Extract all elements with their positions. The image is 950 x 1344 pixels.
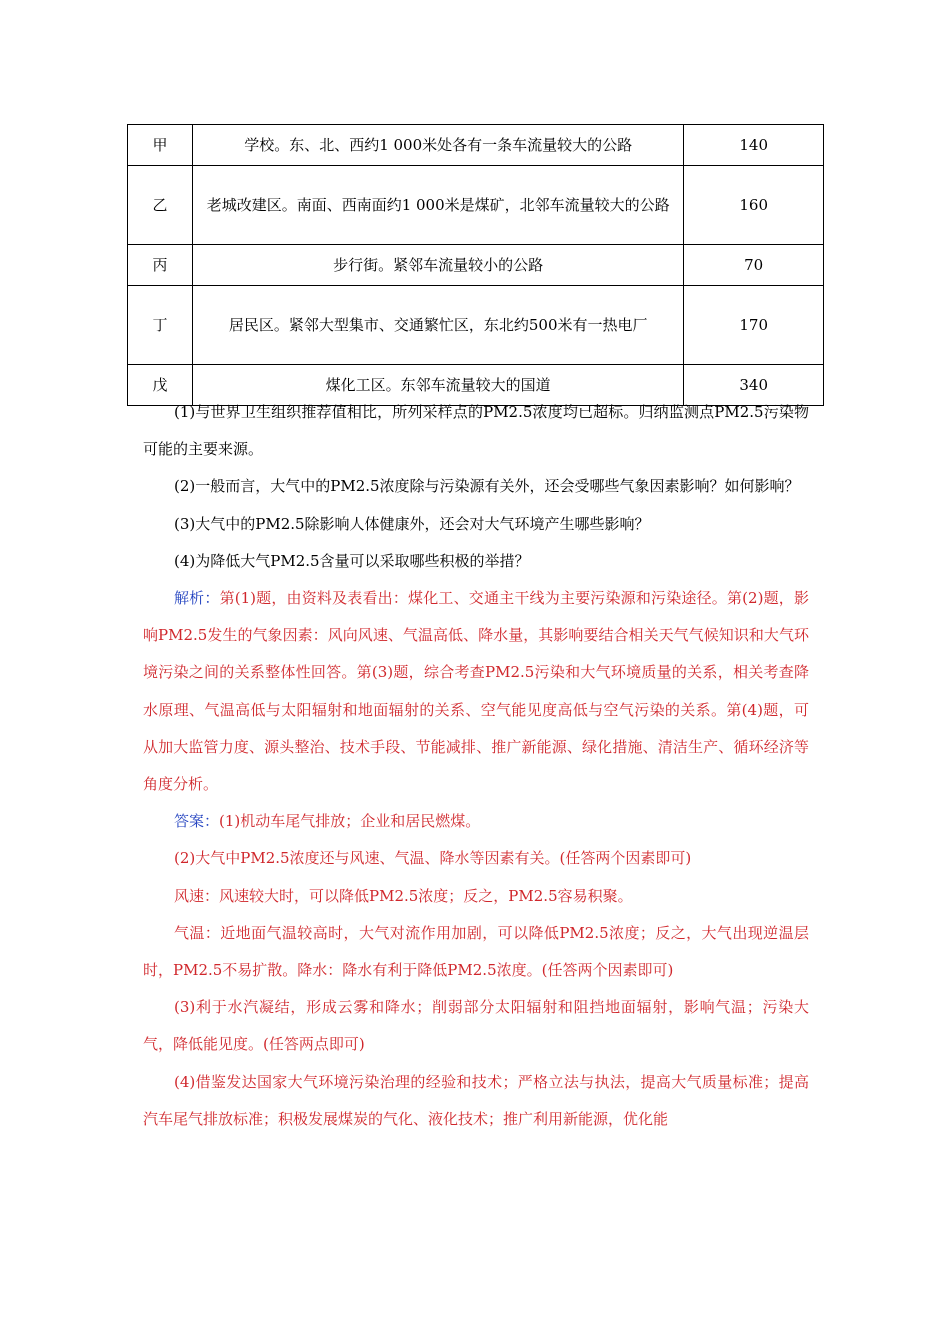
- question-4: (4)为降低大气PM2.5含量可以采取哪些积极的举措？: [174, 551, 530, 570]
- site-cell: 戊: [128, 365, 193, 406]
- table-row: [128, 125, 824, 166]
- question-2: (2)一般而言，大气中的PM2.5浓度除与污染源有关外，还会受哪些气象因素影响？如何影响？: [174, 477, 800, 496]
- answer-3: (3)利于水汽凝结，形成云雾和降水；削弱部分太阳辐射和阻挡地面辐射，影响气温；污染大气，降低能见度。(任答两点即可): [143, 998, 809, 1054]
- answer-label: 答案：: [174, 812, 220, 831]
- site-cell: 甲: [128, 125, 193, 166]
- description-cell: 学校。东、北、西约1 000米处各有一条车流量较大的公路: [193, 125, 684, 166]
- table-row: [128, 245, 824, 286]
- value-cell: 170: [684, 286, 824, 365]
- value-cell: 140: [684, 125, 824, 166]
- description-cell: 居民区。紧邻大型集市、交通繁忙区，东北约500米有一热电厂: [193, 286, 684, 365]
- answer-4: (4)借鉴发达国家大气环境污染治理的经验和技术；严格立法与执法，提高大气质量标准；提高汽车尾气排放标准；积极发展煤炭的气化、液化技术；推广利用新能源，优化能: [143, 1072, 809, 1128]
- question-3: (3)大气中的PM2.5除影响人体健康外，还会对大气环境产生哪些影响？: [174, 514, 650, 533]
- value-cell: 340: [684, 365, 824, 406]
- value-cell: 70: [684, 245, 824, 286]
- analysis-paragraph: [143, 580, 809, 803]
- description-cell: 步行街。紧邻车流量较小的公路: [193, 245, 684, 286]
- sampling-site-table: [127, 124, 824, 406]
- answer-1: [143, 803, 809, 840]
- analysis-text: 第(1)题，由资料及表看出：煤化工、交通主干线为主要污染源和污染途径。第(2)题，影响PM2.5发生的气象因素：风向风速、气温高低、降水量，其影响要结合相关天气气候知识和大气环境污染之间的关系整体性回答。第(3)题，综合考查PM2.5污染和大气环境质量的关系，相关考查降水原理、气温高低与太阳辐射和地面辐射的关系、空气能见度高低与空气污染的关系。第(4)题，可从加大监管力度、源头整治、技术手段、节能减排、推广新能源、绿化措施、清洁生产、循环经济等角度分析。: [143, 589, 809, 794]
- answer-2-temperature: 气温：近地面气温较高时，大气对流作用加剧，可以降低PM2.5浓度；反之，大气出现逆温层时，PM2.5不易扩散。降水：降水有利于降低PM2.5浓度。(任答两个因素即可): [143, 923, 809, 980]
- site-cell: 丁: [128, 286, 193, 365]
- question-body: [143, 394, 809, 1138]
- site-cell: 丙: [128, 245, 193, 286]
- table-row: [128, 166, 824, 245]
- description-cell: 老城改建区。南面、西南面约1 000米是煤矿，北邻车流量较大的公路: [193, 166, 684, 245]
- value-cell: 160: [684, 166, 824, 245]
- question-1: (1)与世界卫生组织推荐值相比，所列采样点的PM2.5浓度均已超标。归纳监测点PM2.5污染物可能的主要来源。: [143, 403, 809, 459]
- answer-2-wind: 风速：风速较大时，可以降低PM2.5浓度；反之，PM2.5容易积聚。: [174, 886, 633, 905]
- site-cell: 乙: [128, 166, 193, 245]
- table-row: [128, 286, 824, 365]
- answer-1-text: (1)机动车尾气排放；企业和居民燃煤。: [219, 812, 481, 831]
- description-cell: 煤化工区。东邻车流量较大的国道: [193, 365, 684, 406]
- answer-2: (2)大气中PM2.5浓度还与风速、气温、降水等因素有关。(任答两个因素即可): [174, 849, 692, 868]
- analysis-label: 解析：: [174, 589, 220, 608]
